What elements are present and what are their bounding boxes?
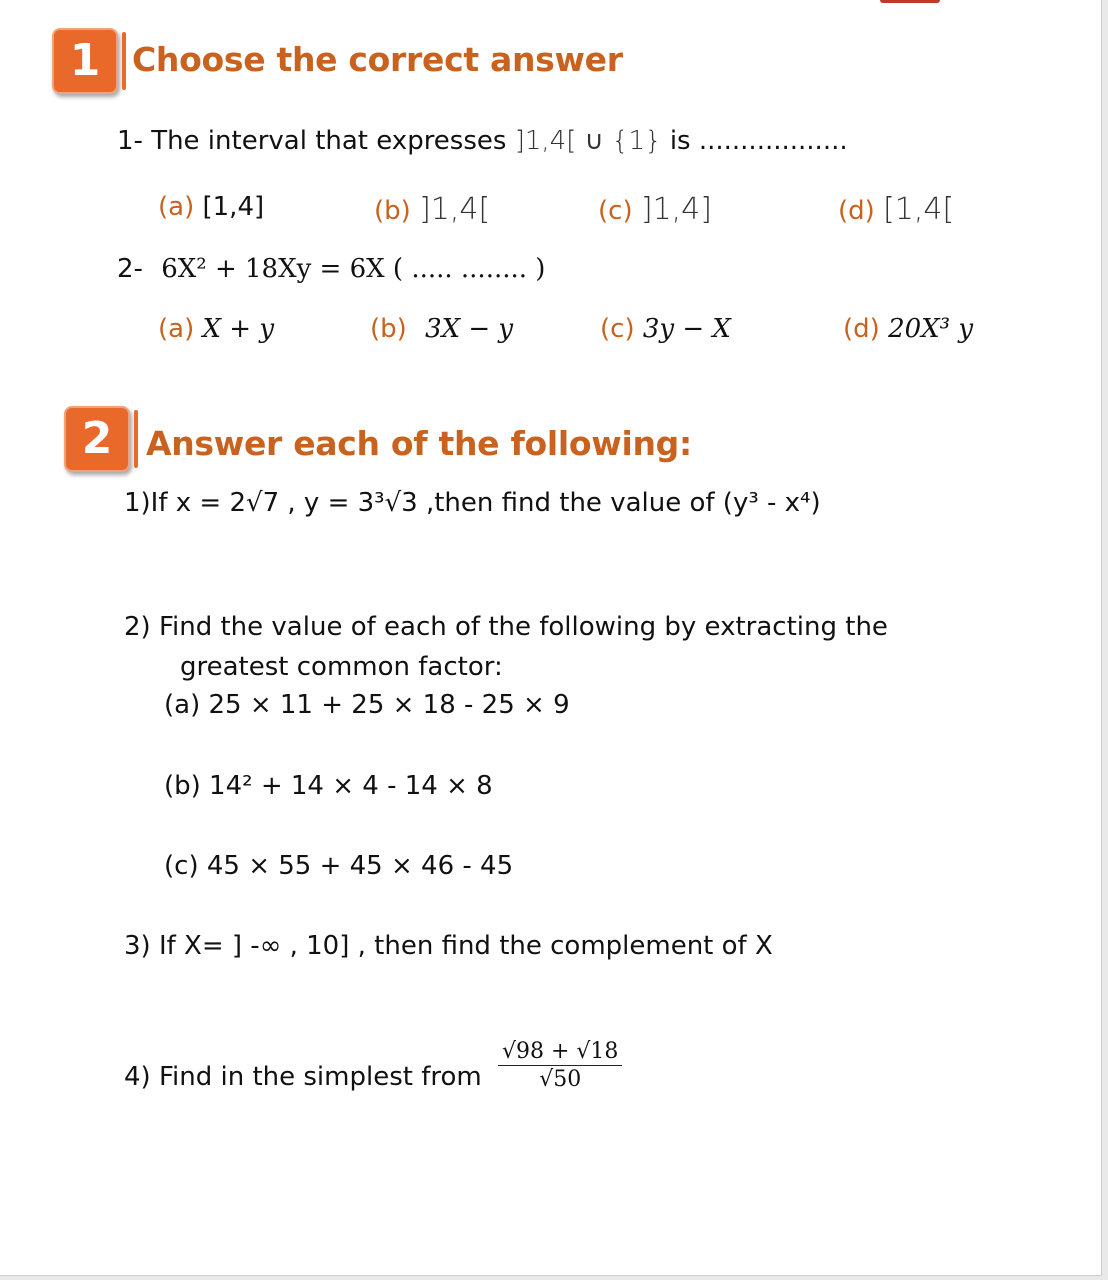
option-label: (a)	[158, 314, 195, 344]
section-1-title: Choose the correct answer	[132, 40, 623, 79]
question-1-1-suffix: is ..................	[669, 126, 848, 156]
question-1-1	[117, 126, 848, 156]
option-value: 20X³ y	[888, 314, 974, 344]
option-value: [1,4[	[883, 192, 955, 227]
option-label: (c)	[598, 196, 633, 226]
question-2-3: 3) If X= ] -∞ , 10] , then find the complement of X	[124, 931, 773, 961]
q1-option-d	[838, 192, 954, 227]
question-2-4-text: 4) Find in the simplest from	[124, 1062, 482, 1092]
q2-option-b	[370, 314, 513, 344]
fraction-numerator: √98 + √18	[498, 1039, 622, 1066]
option-label: (d)	[843, 314, 880, 344]
section-2-badge-bar	[134, 410, 138, 468]
question-2-2-line-1: 2) Find the value of each of the following by extracting the	[124, 612, 888, 642]
top-edge-mark	[880, 0, 940, 3]
option-value: [1,4]	[202, 192, 265, 222]
section-2-badge: 2	[64, 406, 130, 472]
question-2-4	[124, 1039, 622, 1092]
question-2-2-b: (b) 14² + 14 × 4 - 14 × 8	[164, 771, 493, 801]
question-1-2-prefix: 2-	[117, 254, 143, 284]
option-label: (a)	[158, 192, 195, 222]
option-label: (b)	[374, 196, 411, 226]
option-value: X + y	[202, 314, 275, 344]
option-value: 3X − y	[425, 314, 514, 344]
option-label: (c)	[600, 314, 635, 344]
question-2-2-a: (a) 25 × 11 + 25 × 18 - 25 × 9	[164, 690, 570, 720]
question-1-1-prefix: 1- The interval that expresses	[117, 126, 507, 156]
q2-option-d	[843, 314, 973, 344]
q1-option-b	[374, 192, 490, 227]
section-1-badge-bar	[122, 32, 126, 90]
option-label: (d)	[838, 196, 875, 226]
question-1-2	[117, 254, 545, 284]
q2-option-a	[158, 314, 274, 344]
option-value: ]1,4[	[419, 192, 491, 227]
option-label: (b)	[370, 314, 407, 344]
fraction-denominator: √50	[539, 1067, 582, 1092]
q1-option-a	[158, 192, 264, 222]
question-1-2-expression: 6X² + 18Xy = 6X ( ..... ........ )	[161, 254, 546, 284]
question-2-4-fraction	[498, 1039, 622, 1092]
q1-option-c	[598, 192, 712, 227]
question-1-1-expression: ]1,4[ ∪ {1}	[514, 126, 662, 156]
option-value: ]1,4]	[640, 192, 712, 227]
section-2-title: Answer each of the following:	[146, 424, 692, 463]
question-2-1: 1)If x = 2√7 , y = 3³√3 ,then find the value of (y³ - x⁴)	[124, 488, 821, 518]
question-2-2-line-2: greatest common factor:	[180, 652, 503, 682]
question-2-2-c: (c) 45 × 55 + 45 × 46 - 45	[164, 851, 514, 881]
q2-option-c	[600, 314, 731, 344]
option-value: 3y − X	[642, 314, 731, 344]
section-1-badge: 1	[52, 28, 118, 94]
